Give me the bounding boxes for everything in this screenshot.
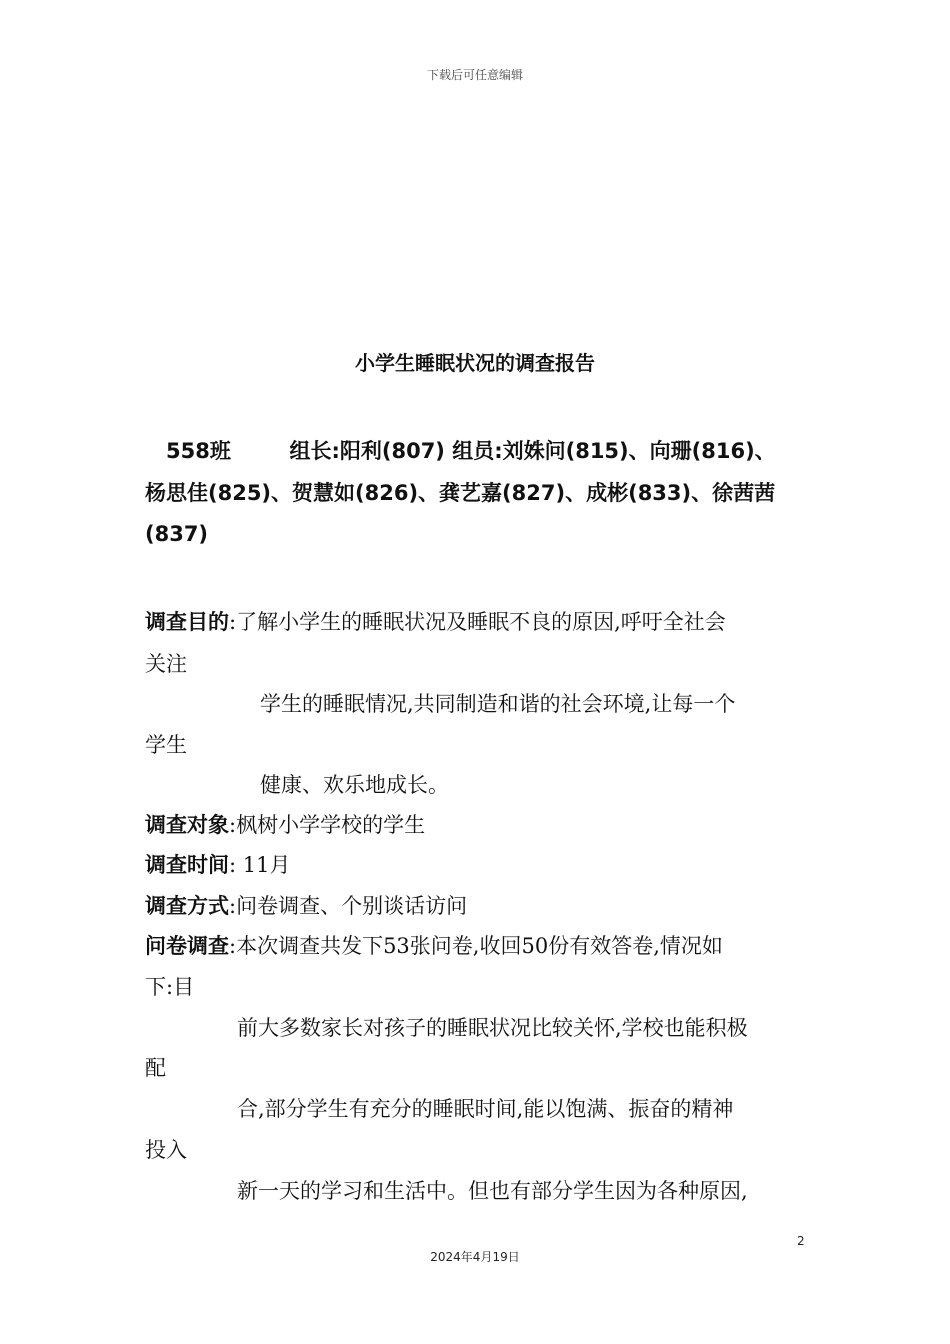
purpose-line-3: 学生的睡眠情况,共同制造和谐的社会环境,让每一个	[260, 692, 736, 716]
method-label: 调查方式	[145, 894, 229, 918]
members-line-3: (837)	[145, 522, 209, 546]
subject-label: 调查对象	[145, 813, 229, 837]
members-line-1	[166, 437, 776, 465]
page-number: 2	[797, 1234, 805, 1248]
survey-line-3: 前大多数家长对孩子的睡眠状况比较关怀,学校也能积极	[237, 1016, 748, 1040]
survey-line-5: 合,部分学生有充分的睡眠时间,能以饱满、振奋的精神	[237, 1097, 734, 1121]
subject-value: :枫树小学学校的学生	[229, 813, 426, 837]
time-value: : 11月	[229, 853, 291, 877]
purpose-line-2: 关注	[145, 652, 187, 676]
purpose-line-1	[145, 608, 726, 636]
purpose-line-4: 学生	[145, 733, 187, 757]
method-value: :问卷调查、个别谈话访问	[229, 894, 468, 918]
survey-line-2: 下:目	[145, 975, 195, 999]
members-line-2: 杨思佳(825)、贺慧如(826)、龚艺嘉(827)、成彬(833)、徐茜茜	[145, 481, 776, 505]
survey-line-7: 新一天的学习和生活中。但也有部分学生因为各种原因,	[237, 1179, 748, 1203]
group-members-text: 组长:阳利(807) 组员:刘姝问(815)、向珊(816)、	[289, 439, 776, 463]
subject-line	[145, 811, 425, 839]
time-line	[145, 851, 290, 879]
survey-line-6: 投入	[145, 1138, 187, 1162]
page-footer-date: 2024年4月19日	[430, 1250, 520, 1264]
page-header: 下载后可任意编辑	[426, 68, 523, 82]
method-line	[145, 892, 467, 920]
class-label: 558班	[166, 439, 231, 463]
document-title: 小学生睡眠状况的调查报告	[355, 351, 595, 375]
time-label: 调查时间	[145, 853, 229, 877]
purpose-line-5: 健康、欢乐地成长。	[260, 773, 449, 797]
survey-line-4: 配	[145, 1056, 166, 1080]
purpose-label: 调查目的	[145, 610, 229, 634]
survey-text: :本次调查共发下53张问卷,收回50份有效答卷,情况如	[229, 934, 723, 958]
purpose-text: :了解小学生的睡眠状况及睡眠不良的原因,呼吁全社会	[229, 610, 726, 634]
survey-line-1	[145, 932, 723, 960]
survey-label: 问卷调查	[145, 934, 229, 958]
